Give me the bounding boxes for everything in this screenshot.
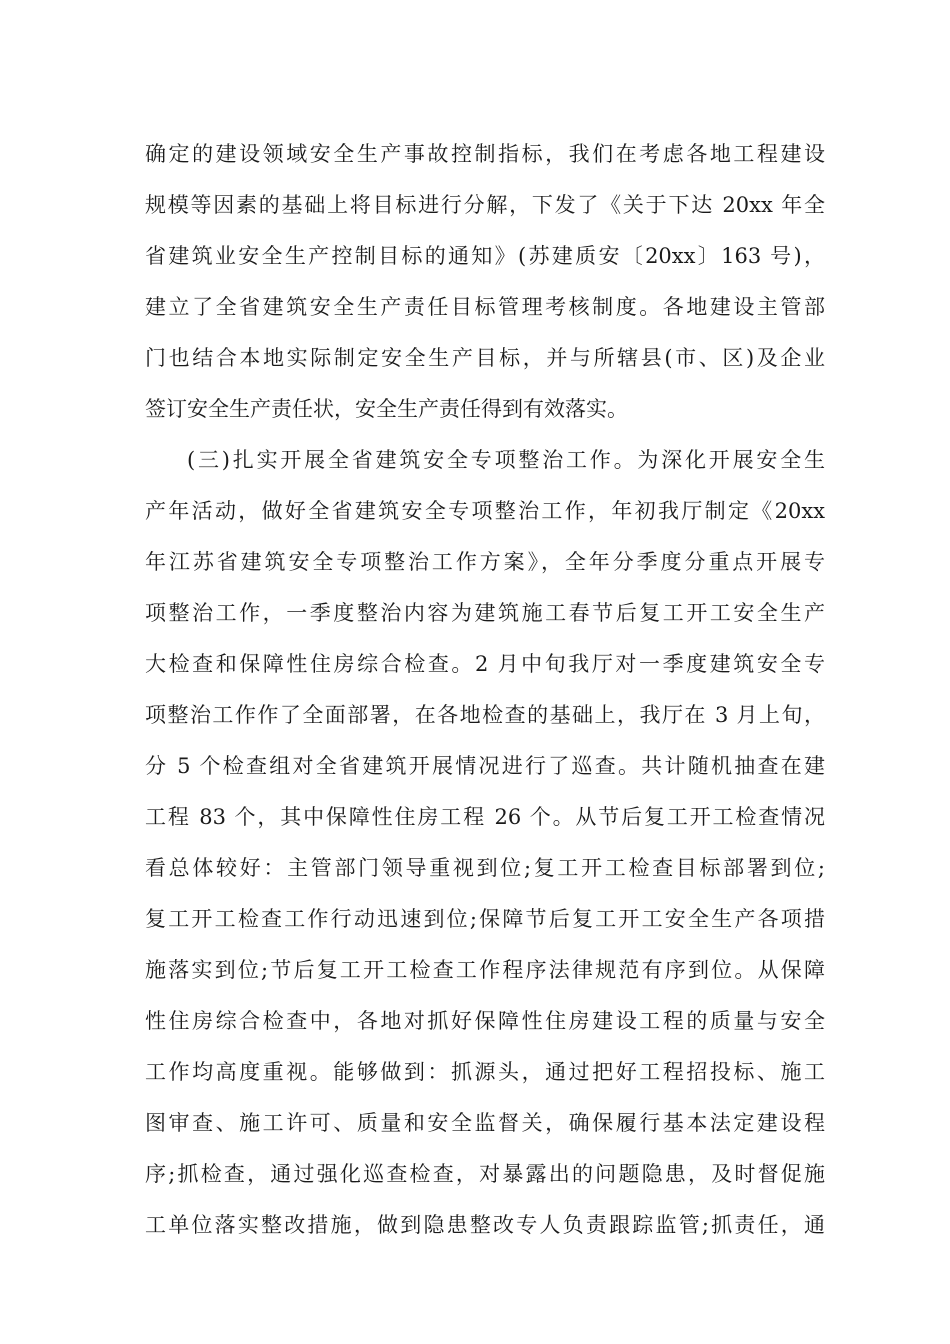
- text-line: 工程 83 个，其中保障性住房工程 26 个。从节后复工开工检查情况: [145, 805, 825, 829]
- text-line: 施落实到位;节后复工开工检查工作程序法律规范有序到位。从保障: [145, 958, 825, 982]
- text-line: 工作均高度重视。能够做到：抓源头，通过把好工程招投标、施工: [145, 1060, 825, 1084]
- text-line: 项整治工作，一季度整治内容为建筑施工春节后复工开工安全生产: [145, 601, 825, 625]
- text-line: 分 5 个检查组对全省建筑开展情况进行了巡查。共计随机抽查在建: [145, 754, 825, 778]
- text-line: 工单位落实整改措施，做到隐患整改专人负责跟踪监管;抓责任，通: [145, 1213, 825, 1237]
- text-line: 规模等因素的基础上将目标进行分解，下发了《关于下达 20xx 年全: [145, 193, 825, 217]
- text-line: 图审查、施工许可、质量和安全监督关，确保履行基本法定建设程: [145, 1111, 825, 1135]
- text-line: 签订安全生产责任状，安全生产责任得到有效落实。: [145, 397, 628, 421]
- text-line: 性住房综合检查中，各地对抓好保障性住房建设工程的质量与安全: [145, 1009, 825, 1033]
- text-line: 建立了全省建筑安全生产责任目标管理考核制度。各地建设主管部: [145, 295, 825, 319]
- text-line: 门也结合本地实际制定安全生产目标，并与所辖县(市、区)及企业: [145, 346, 825, 370]
- text-line: 大检查和保障性住房综合检查。2 月中旬我厅对一季度建筑安全专: [145, 652, 825, 676]
- text-line: 产年活动，做好全省建筑安全专项整治工作，年初我厅制定《20xx: [145, 499, 825, 523]
- text-line: 序;抓检查，通过强化巡查检查，对暴露出的问题隐患，及时督促施: [145, 1162, 825, 1186]
- paragraph-start-line: (三)扎实开展全省建筑安全专项整治工作。为深化开展安全生: [187, 448, 825, 472]
- text-line: 复工开工检查工作行动迅速到位;保障节后复工开工安全生产各项措: [145, 907, 825, 931]
- text-line: 看总体较好：主管部门领导重视到位;复工开工检查目标部署到位;: [145, 856, 825, 880]
- text-line: 确定的建设领域安全生产事故控制指标，我们在考虑各地工程建设: [145, 142, 825, 166]
- text-line: 省建筑业安全生产控制目标的通知》(苏建质安〔20xx〕163 号)，: [145, 244, 825, 268]
- text-line: 年江苏省建筑安全专项整治工作方案》，全年分季度分重点开展专: [145, 550, 825, 574]
- text-line: 项整治工作作了全面部署，在各地检查的基础上，我厅在 3 月上旬，: [145, 703, 825, 727]
